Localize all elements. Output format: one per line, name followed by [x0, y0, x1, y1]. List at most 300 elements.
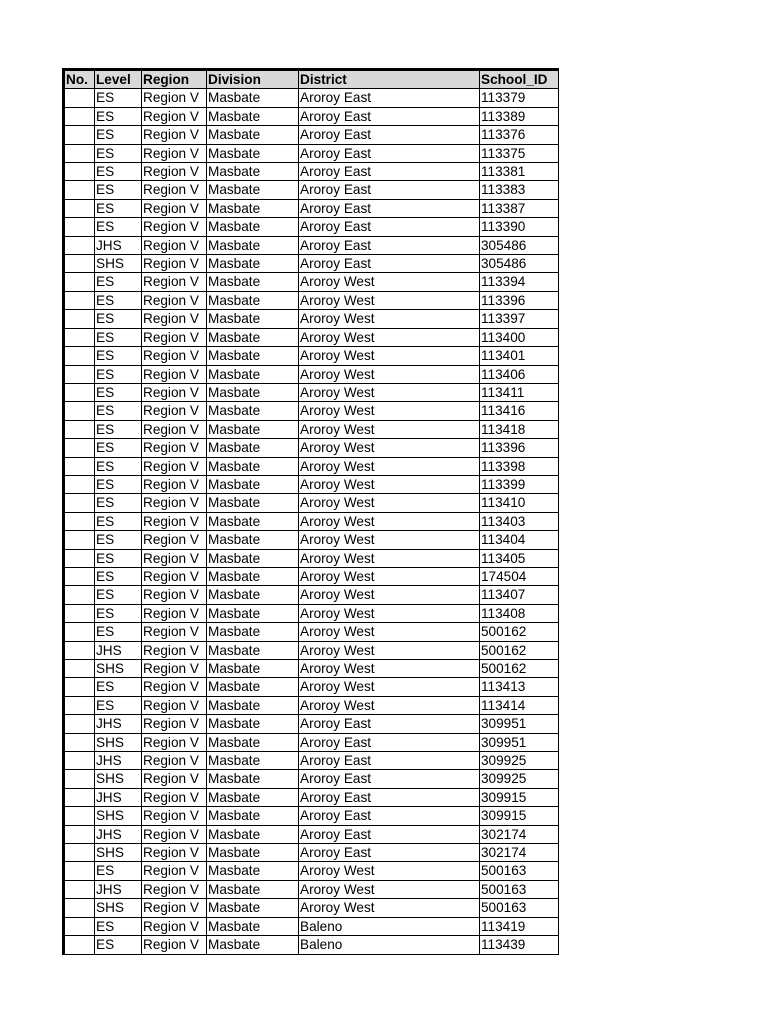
cell-division: Masbate — [207, 107, 299, 125]
cell-no — [64, 420, 95, 438]
table-row — [64, 880, 559, 898]
cell-division: Masbate — [207, 291, 299, 309]
cell-school-id: 174504 — [480, 567, 559, 585]
cell-district: Aroroy West — [299, 383, 480, 401]
cell-region: Region V — [142, 604, 207, 622]
column-header-district: District — [299, 70, 480, 89]
cell-level: ES — [95, 199, 142, 217]
cell-division: Masbate — [207, 475, 299, 493]
table-row — [64, 899, 559, 917]
column-header-no: No. — [64, 70, 95, 89]
cell-district: Aroroy East — [299, 770, 480, 788]
cell-region: Region V — [142, 107, 207, 125]
table-row — [64, 328, 559, 346]
cell-region: Region V — [142, 807, 207, 825]
cell-no — [64, 199, 95, 217]
cell-division: Masbate — [207, 899, 299, 917]
cell-no — [64, 236, 95, 254]
cell-no — [64, 439, 95, 457]
cell-division: Masbate — [207, 420, 299, 438]
table-row — [64, 383, 559, 401]
table-row — [64, 475, 559, 493]
cell-district: Aroroy East — [299, 144, 480, 162]
cell-school-id: 302174 — [480, 844, 559, 862]
cell-level: SHS — [95, 660, 142, 678]
cell-no — [64, 623, 95, 641]
cell-school-id: 500162 — [480, 660, 559, 678]
cell-school-id: 113390 — [480, 218, 559, 236]
cell-division: Masbate — [207, 660, 299, 678]
cell-division: Masbate — [207, 844, 299, 862]
table-row — [64, 752, 559, 770]
cell-school-id: 113405 — [480, 549, 559, 567]
header-row — [64, 70, 559, 89]
cell-region: Region V — [142, 273, 207, 291]
cell-district: Aroroy East — [299, 89, 480, 107]
cell-district: Aroroy West — [299, 862, 480, 880]
cell-no — [64, 604, 95, 622]
cell-school-id: 500162 — [480, 623, 559, 641]
cell-division: Masbate — [207, 770, 299, 788]
cell-region: Region V — [142, 825, 207, 843]
cell-district: Aroroy West — [299, 549, 480, 567]
cell-region: Region V — [142, 752, 207, 770]
cell-level: ES — [95, 586, 142, 604]
cell-school-id: 113411 — [480, 383, 559, 401]
cell-district: Aroroy East — [299, 733, 480, 751]
cell-division: Masbate — [207, 880, 299, 898]
cell-no — [64, 678, 95, 696]
cell-no — [64, 126, 95, 144]
cell-division: Masbate — [207, 936, 299, 954]
table-row — [64, 623, 559, 641]
cell-level: JHS — [95, 788, 142, 806]
table-row — [64, 457, 559, 475]
cell-division: Masbate — [207, 181, 299, 199]
table-row — [64, 678, 559, 696]
cell-no — [64, 107, 95, 125]
cell-no — [64, 310, 95, 328]
cell-district: Aroroy West — [299, 347, 480, 365]
cell-school-id: 309925 — [480, 770, 559, 788]
cell-division: Masbate — [207, 788, 299, 806]
cell-school-id: 500163 — [480, 862, 559, 880]
table-row — [64, 604, 559, 622]
cell-level: ES — [95, 218, 142, 236]
cell-division: Masbate — [207, 365, 299, 383]
cell-level: SHS — [95, 899, 142, 917]
cell-district: Aroroy East — [299, 163, 480, 181]
cell-level: ES — [95, 549, 142, 567]
cell-level: ES — [95, 862, 142, 880]
cell-division: Masbate — [207, 807, 299, 825]
cell-district: Aroroy East — [299, 844, 480, 862]
cell-school-id: 113414 — [480, 696, 559, 714]
table-row — [64, 788, 559, 806]
cell-no — [64, 181, 95, 199]
table-row — [64, 936, 559, 954]
cell-school-id: 113379 — [480, 89, 559, 107]
cell-region: Region V — [142, 494, 207, 512]
cell-district: Aroroy West — [299, 696, 480, 714]
cell-school-id: 113389 — [480, 107, 559, 125]
cell-level: ES — [95, 402, 142, 420]
cell-division: Masbate — [207, 494, 299, 512]
cell-division: Masbate — [207, 531, 299, 549]
cell-district: Aroroy West — [299, 457, 480, 475]
cell-region: Region V — [142, 310, 207, 328]
cell-level: ES — [95, 531, 142, 549]
cell-division: Masbate — [207, 549, 299, 567]
table-row — [64, 126, 559, 144]
cell-no — [64, 715, 95, 733]
cell-division: Masbate — [207, 733, 299, 751]
cell-level: JHS — [95, 825, 142, 843]
cell-no — [64, 825, 95, 843]
cell-district: Aroroy East — [299, 218, 480, 236]
cell-division: Masbate — [207, 862, 299, 880]
cell-region: Region V — [142, 733, 207, 751]
cell-region: Region V — [142, 862, 207, 880]
cell-division: Masbate — [207, 163, 299, 181]
cell-district: Aroroy West — [299, 880, 480, 898]
cell-level: ES — [95, 604, 142, 622]
cell-region: Region V — [142, 623, 207, 641]
cell-division: Masbate — [207, 641, 299, 659]
cell-district: Aroroy West — [299, 310, 480, 328]
cell-level: ES — [95, 328, 142, 346]
table-row — [64, 586, 559, 604]
cell-level: ES — [95, 365, 142, 383]
cell-no — [64, 347, 95, 365]
cell-no — [64, 402, 95, 420]
cell-district: Aroroy East — [299, 788, 480, 806]
cell-no — [64, 788, 95, 806]
cell-district: Aroroy West — [299, 899, 480, 917]
table-row — [64, 347, 559, 365]
cell-level: ES — [95, 475, 142, 493]
table-row — [64, 89, 559, 107]
cell-no — [64, 163, 95, 181]
cell-region: Region V — [142, 439, 207, 457]
table-row — [64, 291, 559, 309]
cell-region: Region V — [142, 660, 207, 678]
cell-no — [64, 917, 95, 935]
table-row — [64, 199, 559, 217]
cell-school-id: 305486 — [480, 236, 559, 254]
table-row — [64, 549, 559, 567]
cell-no — [64, 862, 95, 880]
cell-level: JHS — [95, 236, 142, 254]
cell-division: Masbate — [207, 218, 299, 236]
cell-division: Masbate — [207, 255, 299, 273]
cell-school-id: 500162 — [480, 641, 559, 659]
cell-district: Aroroy West — [299, 531, 480, 549]
cell-school-id: 113396 — [480, 291, 559, 309]
cell-region: Region V — [142, 89, 207, 107]
cell-level: ES — [95, 310, 142, 328]
cell-district: Aroroy East — [299, 255, 480, 273]
column-header-region: Region — [142, 70, 207, 89]
cell-school-id: 113403 — [480, 512, 559, 530]
cell-region: Region V — [142, 917, 207, 935]
cell-region: Region V — [142, 291, 207, 309]
cell-district: Aroroy West — [299, 402, 480, 420]
cell-level: ES — [95, 457, 142, 475]
cell-no — [64, 733, 95, 751]
cell-region: Region V — [142, 420, 207, 438]
cell-region: Region V — [142, 199, 207, 217]
cell-school-id: 113401 — [480, 347, 559, 365]
cell-level: SHS — [95, 807, 142, 825]
cell-region: Region V — [142, 844, 207, 862]
cell-level: JHS — [95, 715, 142, 733]
cell-division: Masbate — [207, 825, 299, 843]
column-header-level: Level — [95, 70, 142, 89]
cell-division: Masbate — [207, 89, 299, 107]
cell-level: SHS — [95, 733, 142, 751]
cell-level: ES — [95, 512, 142, 530]
cell-district: Aroroy East — [299, 107, 480, 125]
cell-no — [64, 144, 95, 162]
cell-level: JHS — [95, 641, 142, 659]
cell-district: Aroroy East — [299, 181, 480, 199]
table-row — [64, 402, 559, 420]
cell-region: Region V — [142, 475, 207, 493]
cell-level: ES — [95, 383, 142, 401]
cell-district: Aroroy West — [299, 365, 480, 383]
cell-district: Aroroy West — [299, 678, 480, 696]
cell-region: Region V — [142, 899, 207, 917]
cell-no — [64, 770, 95, 788]
cell-division: Masbate — [207, 383, 299, 401]
cell-district: Aroroy West — [299, 660, 480, 678]
cell-no — [64, 899, 95, 917]
cell-no — [64, 567, 95, 585]
cell-region: Region V — [142, 181, 207, 199]
cell-no — [64, 880, 95, 898]
cell-region: Region V — [142, 383, 207, 401]
cell-district: Aroroy West — [299, 291, 480, 309]
cell-level: JHS — [95, 880, 142, 898]
cell-district: Aroroy East — [299, 715, 480, 733]
cell-no — [64, 475, 95, 493]
cell-level: ES — [95, 696, 142, 714]
cell-district: Aroroy East — [299, 807, 480, 825]
cell-district: Aroroy West — [299, 512, 480, 530]
cell-level: ES — [95, 678, 142, 696]
cell-level: SHS — [95, 844, 142, 862]
table-row — [64, 917, 559, 935]
cell-region: Region V — [142, 678, 207, 696]
cell-school-id: 113397 — [480, 310, 559, 328]
table-row — [64, 181, 559, 199]
cell-region: Region V — [142, 365, 207, 383]
cell-district: Aroroy West — [299, 623, 480, 641]
column-header-division: Division — [207, 70, 299, 89]
cell-district: Aroroy West — [299, 494, 480, 512]
cell-district: Aroroy West — [299, 604, 480, 622]
cell-division: Masbate — [207, 457, 299, 475]
cell-region: Region V — [142, 347, 207, 365]
table-row — [64, 715, 559, 733]
table-row — [64, 163, 559, 181]
cell-region: Region V — [142, 567, 207, 585]
cell-no — [64, 494, 95, 512]
school-table — [62, 68, 559, 955]
table-header — [64, 70, 559, 89]
table-row — [64, 365, 559, 383]
table-row — [64, 567, 559, 585]
cell-school-id: 113408 — [480, 604, 559, 622]
cell-level: ES — [95, 567, 142, 585]
cell-school-id: 113398 — [480, 457, 559, 475]
table-body — [64, 89, 559, 954]
cell-school-id: 113418 — [480, 420, 559, 438]
table-row — [64, 273, 559, 291]
table-row — [64, 218, 559, 236]
cell-school-id: 500163 — [480, 880, 559, 898]
cell-level: SHS — [95, 255, 142, 273]
cell-school-id: 113399 — [480, 475, 559, 493]
cell-division: Masbate — [207, 236, 299, 254]
table-row — [64, 660, 559, 678]
cell-school-id: 309915 — [480, 788, 559, 806]
cell-no — [64, 457, 95, 475]
cell-school-id: 305486 — [480, 255, 559, 273]
cell-no — [64, 291, 95, 309]
cell-no — [64, 586, 95, 604]
table-row — [64, 770, 559, 788]
cell-district: Aroroy East — [299, 236, 480, 254]
cell-division: Masbate — [207, 678, 299, 696]
table-row — [64, 236, 559, 254]
table-row — [64, 255, 559, 273]
cell-level: ES — [95, 623, 142, 641]
cell-school-id: 113419 — [480, 917, 559, 935]
cell-division: Masbate — [207, 512, 299, 530]
cell-school-id: 309915 — [480, 807, 559, 825]
cell-region: Region V — [142, 549, 207, 567]
cell-level: ES — [95, 273, 142, 291]
cell-level: ES — [95, 347, 142, 365]
cell-school-id: 500163 — [480, 899, 559, 917]
table-row — [64, 696, 559, 714]
cell-region: Region V — [142, 531, 207, 549]
cell-level: SHS — [95, 770, 142, 788]
cell-region: Region V — [142, 255, 207, 273]
cell-no — [64, 218, 95, 236]
cell-region: Region V — [142, 936, 207, 954]
cell-division: Masbate — [207, 752, 299, 770]
cell-division: Masbate — [207, 347, 299, 365]
cell-level: ES — [95, 494, 142, 512]
cell-no — [64, 328, 95, 346]
cell-division: Masbate — [207, 586, 299, 604]
cell-level: ES — [95, 163, 142, 181]
cell-school-id: 113381 — [480, 163, 559, 181]
cell-district: Aroroy West — [299, 586, 480, 604]
cell-region: Region V — [142, 880, 207, 898]
cell-no — [64, 255, 95, 273]
cell-level: ES — [95, 89, 142, 107]
cell-no — [64, 383, 95, 401]
cell-division: Masbate — [207, 439, 299, 457]
table-row — [64, 494, 559, 512]
cell-region: Region V — [142, 770, 207, 788]
cell-no — [64, 696, 95, 714]
cell-school-id: 113439 — [480, 936, 559, 954]
cell-district: Aroroy East — [299, 126, 480, 144]
cell-school-id: 113376 — [480, 126, 559, 144]
cell-region: Region V — [142, 163, 207, 181]
cell-no — [64, 807, 95, 825]
cell-region: Region V — [142, 126, 207, 144]
cell-region: Region V — [142, 586, 207, 604]
cell-no — [64, 273, 95, 291]
table-row — [64, 439, 559, 457]
cell-level: ES — [95, 181, 142, 199]
cell-region: Region V — [142, 715, 207, 733]
table-row — [64, 512, 559, 530]
cell-division: Masbate — [207, 199, 299, 217]
cell-level: JHS — [95, 752, 142, 770]
cell-school-id: 113407 — [480, 586, 559, 604]
cell-school-id: 302174 — [480, 825, 559, 843]
cell-no — [64, 660, 95, 678]
cell-district: Aroroy West — [299, 273, 480, 291]
cell-region: Region V — [142, 457, 207, 475]
cell-school-id: 113375 — [480, 144, 559, 162]
table-row — [64, 420, 559, 438]
cell-school-id: 309951 — [480, 715, 559, 733]
cell-level: ES — [95, 439, 142, 457]
cell-school-id: 113410 — [480, 494, 559, 512]
cell-division: Masbate — [207, 917, 299, 935]
table-row — [64, 807, 559, 825]
cell-district: Baleno — [299, 917, 480, 935]
cell-division: Masbate — [207, 567, 299, 585]
cell-no — [64, 365, 95, 383]
cell-level: ES — [95, 126, 142, 144]
table-row — [64, 144, 559, 162]
cell-division: Masbate — [207, 273, 299, 291]
cell-no — [64, 936, 95, 954]
cell-district: Aroroy West — [299, 420, 480, 438]
table-row — [64, 531, 559, 549]
cell-division: Masbate — [207, 402, 299, 420]
cell-school-id: 113416 — [480, 402, 559, 420]
cell-division: Masbate — [207, 144, 299, 162]
cell-region: Region V — [142, 402, 207, 420]
cell-no — [64, 531, 95, 549]
cell-no — [64, 89, 95, 107]
cell-district: Aroroy West — [299, 328, 480, 346]
cell-level: ES — [95, 936, 142, 954]
cell-school-id: 113396 — [480, 439, 559, 457]
cell-level: ES — [95, 144, 142, 162]
cell-no — [64, 641, 95, 659]
cell-district: Baleno — [299, 936, 480, 954]
cell-division: Masbate — [207, 126, 299, 144]
cell-division: Masbate — [207, 623, 299, 641]
cell-region: Region V — [142, 144, 207, 162]
cell-region: Region V — [142, 641, 207, 659]
cell-district: Aroroy East — [299, 199, 480, 217]
cell-level: ES — [95, 917, 142, 935]
cell-no — [64, 844, 95, 862]
cell-region: Region V — [142, 512, 207, 530]
